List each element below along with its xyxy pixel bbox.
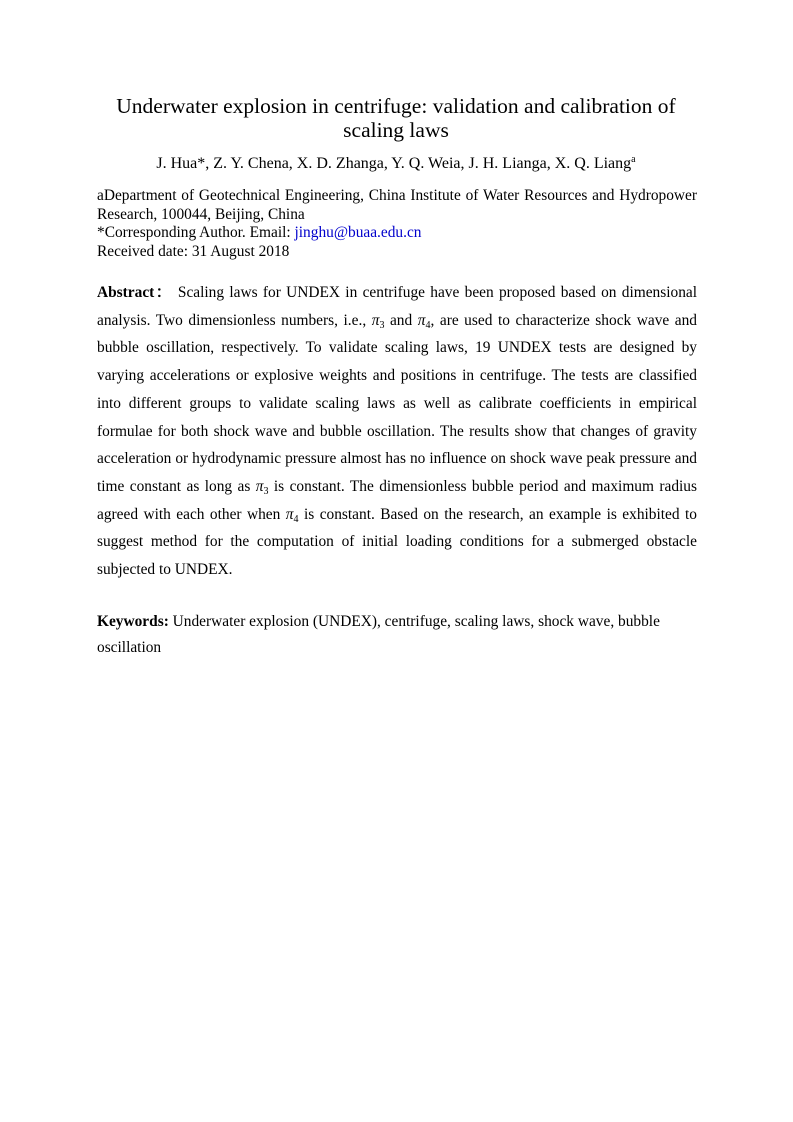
email-link[interactable]: jinghu@buaa.edu.cn — [294, 224, 422, 241]
author-names: J. Hua*, Z. Y. Chena, X. D. Zhanga, Y. Q. Weia, J. H. Lianga, X. Q. Liang — [156, 155, 632, 172]
pi3-symbol: $\pi_3$ — [371, 311, 385, 331]
abstract-text-4: is constant. Based on the research, an example is exhibited to suggest method for the computation of initial loading conditions for a submerged obstacle subjected to UNDEX. — [97, 505, 697, 579]
keywords — [97, 609, 697, 661]
abstract-and: and — [384, 311, 418, 329]
abstract-text-2: , are used to characterize shock wave and bubble oscillation, respectively. To validate scaling laws, 19 UNDEX tests are designed by varying accelerations or explosive weights and positions in centrifuge. The tests are classified into different groups to validate scaling laws as well as calibrate coefficients in empirical formulae for both shock wave and bubble oscillation. The results show that changes of gravity acceleration or hydrodynamic pressure almost has no influence on shock wave peak pressure and time constant as long as — [97, 311, 697, 495]
affiliation-block — [97, 187, 697, 261]
author-affiliation-mark: a — [631, 154, 636, 165]
pi4-symbol: $\pi_4$ — [285, 505, 299, 525]
abstract — [97, 279, 697, 584]
author-list — [96, 154, 696, 174]
pi3-symbol: $\pi_3$ — [255, 477, 269, 497]
abstract-text-1: Scaling laws for UNDEX in centrifuge have been proposed based on dimensional analysis. Two dimensionless numbers, i.e., — [97, 284, 697, 329]
keywords-text: Underwater explosion (UNDEX), centrifuge, scaling laws, shock wave, bubble oscillation — [97, 613, 660, 656]
corresponding-author — [97, 224, 697, 243]
received-date: Received date: 31 August 2018 — [97, 242, 290, 260]
pi4-symbol: $\pi_4$ — [417, 311, 431, 331]
paper-title: Underwater explosion in centrifuge: validation and calibration of scaling laws — [116, 94, 676, 142]
abstract-text-3: is constant. The dimensionless bubble period and maximum radius agreed with each other when — [97, 477, 697, 523]
affiliation: aDepartment of Geotechnical Engineering, China Institute of Water Resources and Hydropower Research, 100044, Beijing, China — [97, 187, 697, 223]
corresponding-label: *Corresponding Author. Email: — [97, 224, 295, 241]
keywords-label: Keywords: — [97, 613, 169, 630]
abstract-label: Abstract： — [97, 284, 173, 301]
